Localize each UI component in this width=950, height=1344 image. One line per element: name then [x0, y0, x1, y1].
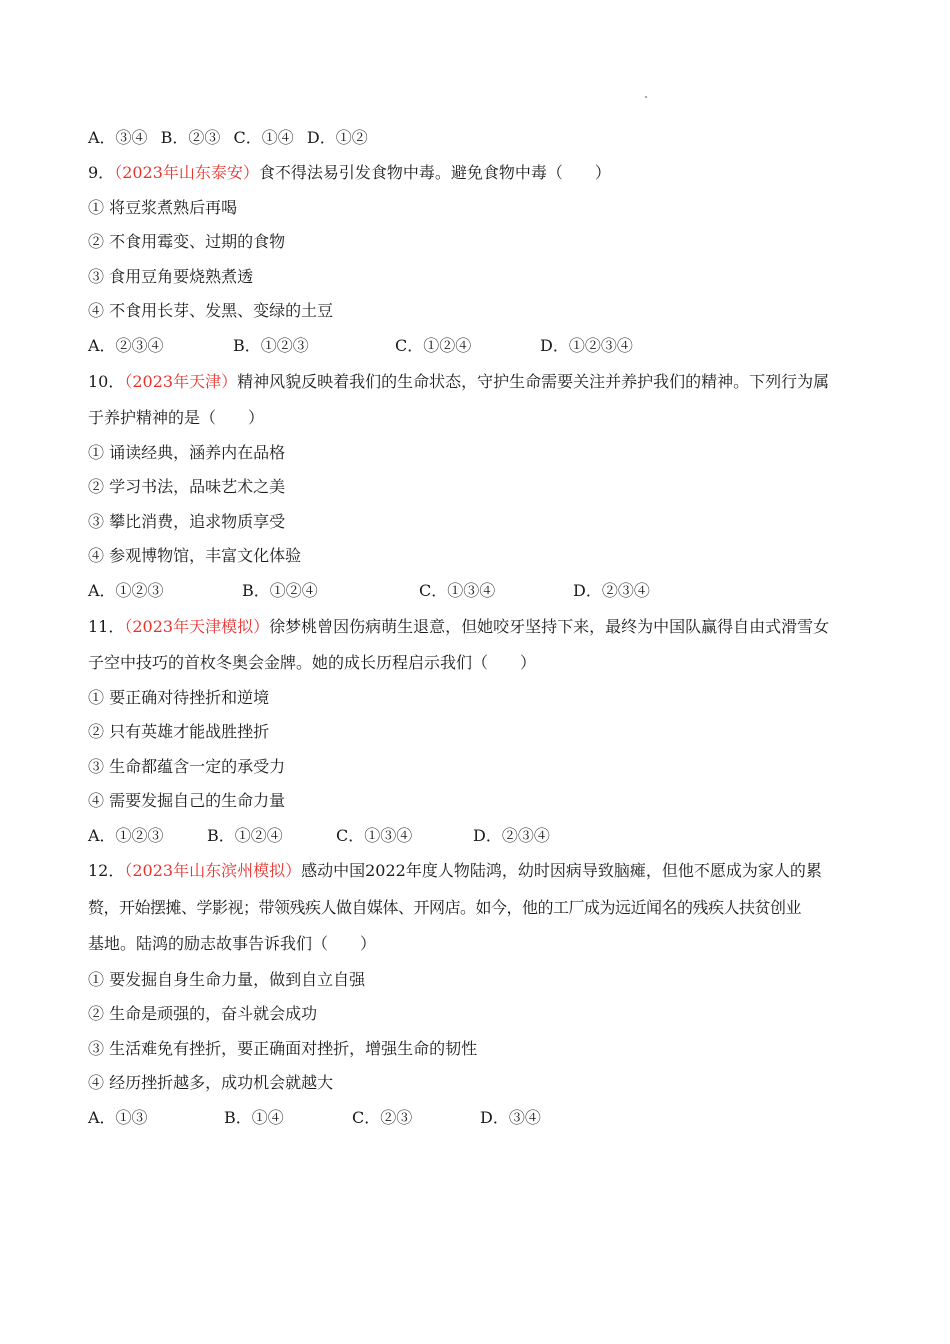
question-number: 9． — [88, 163, 115, 182]
option-c: C．①③④ — [419, 581, 496, 600]
question-source: （2023年天津模拟） — [124, 617, 270, 636]
statement-2: ② 学习书法，品味艺术之美 — [88, 477, 286, 496]
question-source: （2023年天津） — [124, 372, 238, 391]
question-source: （2023年山东滨州模拟） — [124, 861, 302, 880]
question-number: 10． — [88, 372, 125, 391]
statement-1: ① 要正确对待挫折和逆境 — [88, 688, 270, 707]
question-text: 感动中国2022年度人物陆鸿，幼时因病导致脑瘫，但他不愿成为家人的累 — [301, 861, 822, 880]
question-12-options — [88, 1108, 541, 1128]
question-11-stem — [88, 617, 829, 637]
statement-1: ① 要发掘自身生命力量，做到自立自强 — [88, 970, 366, 989]
option-b: B．①②④ — [207, 826, 283, 845]
question-text: 徐梦桃曾因伤病萌生退意，但她咬牙坚持下来，最终为中国队赢得自由式滑雪女 — [269, 617, 830, 636]
option-a: A．①③ — [88, 1108, 148, 1127]
option-b: B．①②③ — [233, 336, 309, 355]
option-d: D．①②③④ — [540, 336, 633, 355]
option-a: A．①②③ — [88, 581, 164, 600]
option-c: C．①③④ — [336, 826, 413, 845]
statement-3: ③ 生命都蕴含一定的承受力 — [88, 757, 286, 776]
option-b: B．②③ — [160, 128, 221, 147]
question-10-stem — [88, 372, 829, 392]
option-c: C．①④ — [233, 128, 294, 147]
statement-2: ② 生命是顽强的，奋斗就会成功 — [88, 1004, 318, 1023]
statement-4: ④ 参观博物馆，丰富文化体验 — [88, 546, 302, 565]
option-b: B．①②④ — [242, 581, 318, 600]
statement-4: ④ 不食用长芽、发黑、变绿的土豆 — [88, 301, 334, 320]
question-number: 11． — [88, 617, 125, 636]
option-a: A．②③④ — [88, 336, 164, 355]
statement-3: ③ 生活难免有挫折，要正确面对挫折，增强生命的韧性 — [88, 1039, 478, 1058]
statement-3: ③ 食用豆角要烧熟煮透 — [88, 267, 254, 286]
page-mark — [645, 96, 647, 98]
statement-1: ① 诵读经典，涵养内在品格 — [88, 443, 286, 462]
question-9-stem — [88, 163, 611, 183]
option-c: C．①②④ — [395, 336, 472, 355]
question-12-stem — [88, 861, 822, 881]
statement-1: ① 将豆浆煮熟后再喝 — [88, 198, 238, 217]
statement-4: ④ 经历挫折越多，成功机会就越大 — [88, 1073, 334, 1092]
option-d: D．②③④ — [473, 826, 550, 845]
question-9-options — [88, 336, 633, 356]
option-c: C．②③ — [352, 1108, 413, 1127]
option-d: D．②③④ — [573, 581, 650, 600]
option-b: B．①④ — [224, 1108, 284, 1127]
question-11-options — [88, 826, 550, 846]
question-text: 食不得法易引发食物中毒。避免食物中毒（ ） — [258, 163, 611, 182]
statement-2: ② 只有英雄才能战胜挫折 — [88, 722, 270, 741]
question-10-options — [88, 581, 650, 601]
statement-2: ② 不食用霉变、过期的食物 — [88, 232, 286, 251]
option-a: A．③④ — [88, 128, 148, 147]
question-10-stem-cont: 于养护精神的是（ ） — [88, 408, 265, 427]
question-number: 12． — [88, 861, 125, 880]
statement-4: ④ 需要发掘自己的生命力量 — [88, 791, 286, 810]
option-d: D．③④ — [480, 1108, 541, 1127]
option-d: D．①② — [306, 128, 368, 147]
statement-3: ③ 攀比消费，追求物质享受 — [88, 512, 286, 531]
option-a: A．①②③ — [88, 826, 164, 845]
question-11-stem-cont: 子空中技巧的首枚冬奥会金牌。她的成长历程启示我们（ ） — [88, 653, 537, 672]
question-text: 精神风貌反映着我们的生命状态，守护生命需要关注并养护我们的精神。下列行为属 — [237, 372, 830, 391]
question-12-stem-cont: 赘，开始摆摊、学影视；带领残疾人做自媒体、开网店。如今，他的工厂成为远近闻名的残疾人扶贫创业 — [88, 898, 802, 917]
question-source: （2023年山东泰安） — [114, 163, 259, 182]
question-12-stem-cont: 基地。陆鸿的励志故事告诉我们（ ） — [88, 934, 377, 953]
q8-options — [88, 128, 368, 148]
